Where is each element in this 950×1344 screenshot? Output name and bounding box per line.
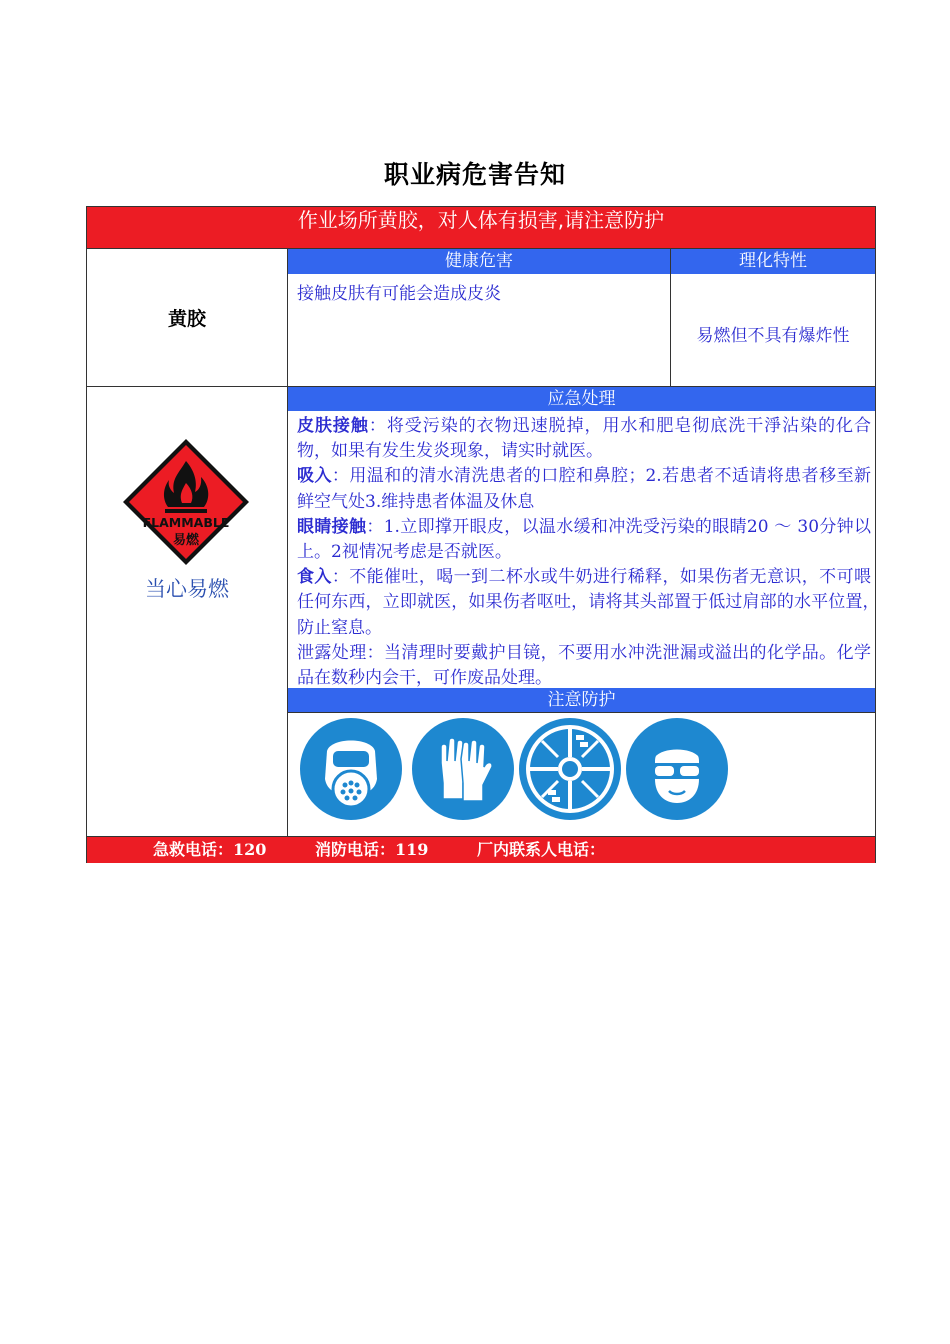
substance-name: 黄胶 [167, 307, 206, 330]
divider [287, 712, 875, 713]
emergency-item: 皮肤接触：将受污染的衣物迅速脱掉，用水和肥皂彻底洗干淨沾染的化合物，如果有发生发炎现象，请实时就医。 [297, 416, 872, 462]
protective-gloves-icon [411, 717, 515, 821]
protection-header: 注意防护 [288, 688, 875, 712]
emergency-instructions [297, 414, 905, 691]
hazard-notice-table [86, 206, 905, 863]
safety-goggles-icon [625, 717, 729, 821]
emergency-item: 泄露处理：当清理时要戴护目镜，不要用水冲洗泄漏或溢出的化学品。化学品在数秒内会干，可作废品处理。 [297, 642, 871, 689]
health-hazard-header: 健康危害 [288, 249, 670, 274]
emergency-item: 食入：不能催吐，喝一到二杯水或牛奶进行稀释，如果伤者无意识，不可喂任何东西，立即就医，如果伤者呕吐，请将其头部置于低过肩部的水平位置， 防止窒息。 [297, 567, 905, 638]
warning-label: 当心易燃 [145, 577, 229, 601]
warning-banner: 作业场所黄胶，对人体有损害,请注意防护 [87, 207, 875, 248]
health-hazard-text: 接触皮肤有可能会造成皮炎 [297, 284, 501, 304]
emergency-header: 应急处理 [288, 387, 875, 411]
ventilation-icon [518, 717, 622, 821]
gas-mask-icon [299, 717, 403, 821]
divider [287, 249, 288, 836]
fire-phone: 消防电话：119 [315, 840, 429, 859]
emergency-item: 吸入：用温和的清水清洗患者的口腔和鼻腔；2.若患者不适请将患者移至新鲜空气处3.维持患者体温及休息 [297, 466, 872, 512]
properties-header: 理化特性 [671, 249, 875, 274]
page-title: 职业病危害告知 [383, 160, 566, 189]
flammable-warning-sign [121, 437, 251, 567]
emergency-item: 眼睛接触：1.立即撑开眼皮，以温水缓和冲洗受污染的眼睛20 ～ 30分钟以上。2视情况考虑是否就医。 [297, 516, 872, 563]
emergency-contact-bar [87, 837, 875, 863]
flammable-sign-cn-text: 易燃 [172, 533, 200, 548]
first-aid-phone: 急救电话：120 [153, 840, 267, 859]
contact-phone: 厂内联系人电话： [477, 840, 606, 859]
flammable-icon [121, 437, 251, 567]
properties-text: 易燃但不具有爆炸性 [696, 326, 850, 346]
flammable-sign-text: FLAMMABLE [142, 515, 230, 530]
